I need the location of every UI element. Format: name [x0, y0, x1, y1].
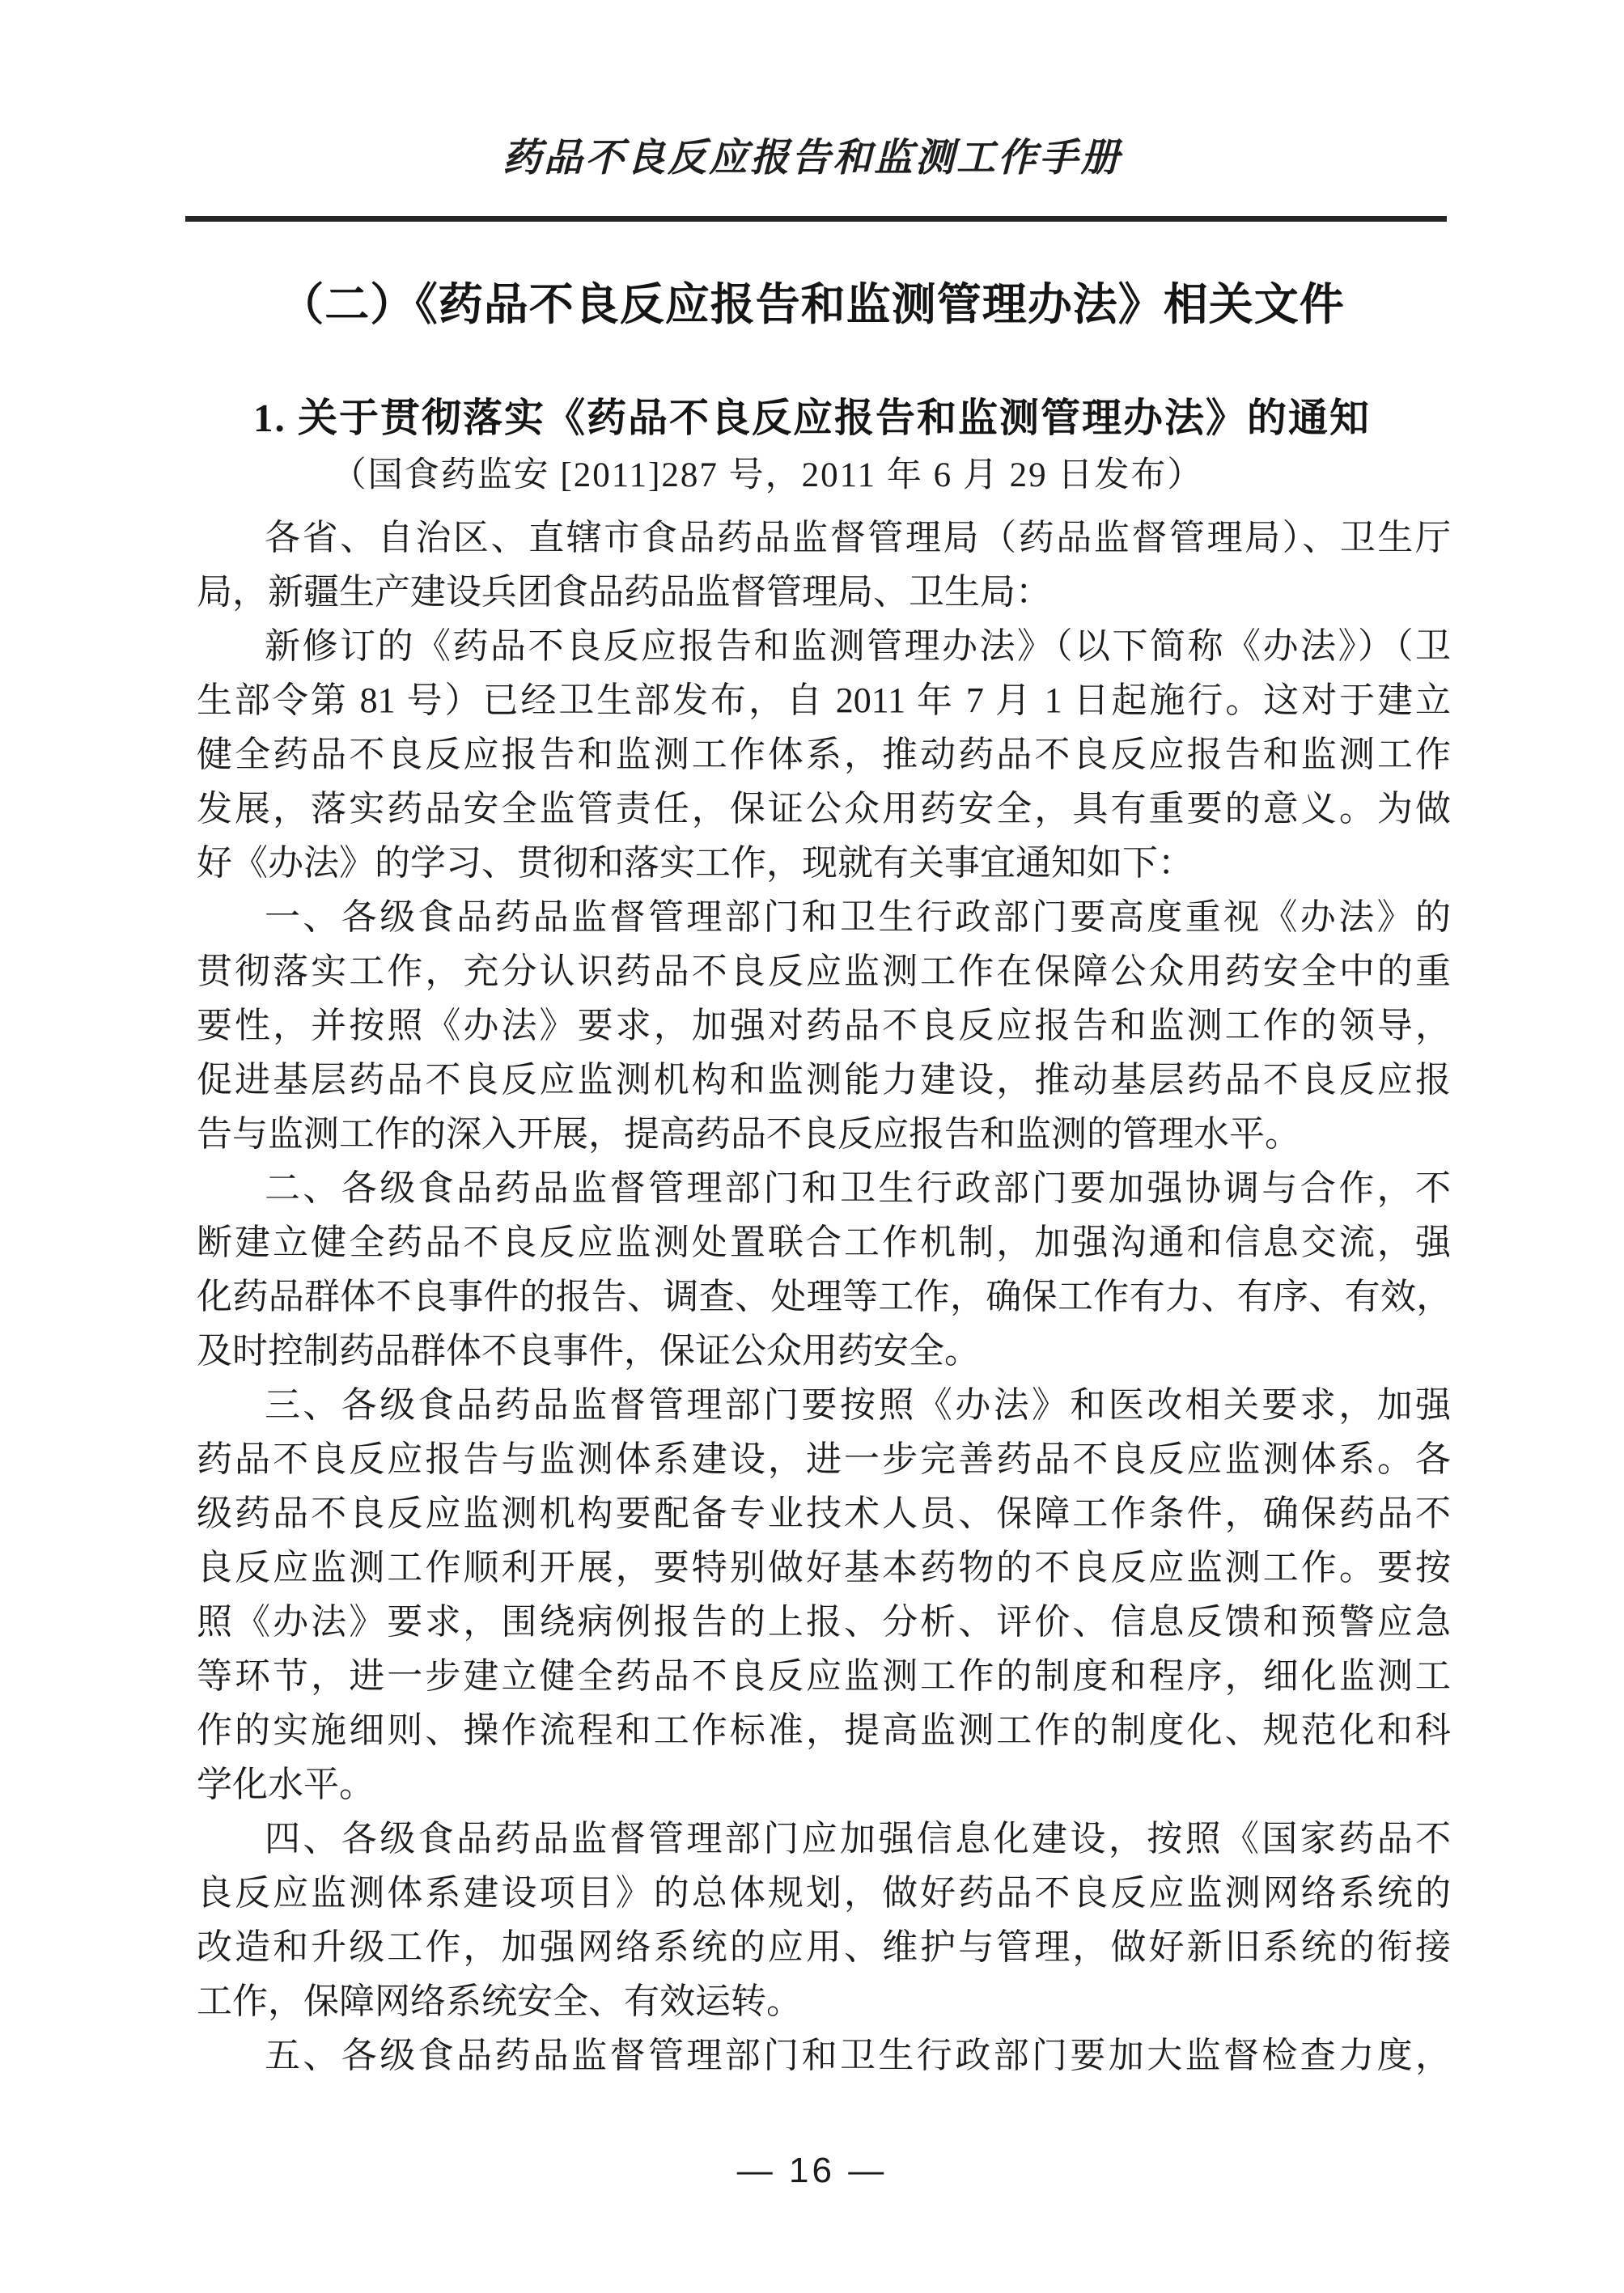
body-line: 工作，保障网络系统安全、有效运转。	[197, 1981, 802, 2021]
body-line: 新修订的《药品不良反应报告和监测管理办法》（以下简称《办法》）（卫	[265, 626, 1451, 666]
section-heading: （二）《药品不良反应报告和监测管理办法》相关文件	[279, 280, 1345, 329]
body-line: 贯彻落实工作，充分认识药品不良反应监测工作在保障公众用药安全中的重	[197, 952, 1451, 991]
body-line: 一、各级食品药品监督管理部门和卫生行政部门要高度重视《办法》的	[265, 897, 1451, 937]
body-line: 二、各级食品药品监督管理部门和卫生行政部门要加强协调与合作，不	[265, 1168, 1451, 1208]
body-line: 化药品群体不良事件的报告、调查、处理等工作，确保工作有力、有序、有效，	[197, 1277, 1451, 1316]
body-line: 要性，并按照《办法》要求，加强对药品不良反应报告和监测工作的领导，	[197, 1006, 1451, 1045]
body-line: 告与监测工作的深入开展，提高药品不良反应报告和监测的管理水平。	[197, 1114, 1300, 1154]
running-header-title: 药品不良反应报告和监测工作手册	[502, 137, 1122, 180]
body-line: 四、各级食品药品监督管理部门应加强信息化建设，按照《国家药品不	[265, 1819, 1451, 1859]
body-line: 断建立健全药品不良反应监测处置联合工作机制，加强沟通和信息交流，强	[197, 1223, 1451, 1262]
body-line: 三、各级食品药品监督管理部门要按照《办法》和医改相关要求，加强	[265, 1385, 1451, 1425]
body-line: 药品不良反应报告与监测体系建设，进一步完善药品不良反应监测体系。各	[197, 1439, 1451, 1479]
body-line: 促进基层药品不良反应监测机构和监测能力建设，推动基层药品不良反应报	[197, 1060, 1451, 1100]
body-line: 五、各级食品药品监督管理部门和卫生行政部门要加大监督检查力度，	[265, 2036, 1451, 2075]
body-line: 作的实施细则、操作流程和工作标准，提高监测工作的制度化、规范化和科	[197, 1710, 1451, 1750]
body-line: 发展，落实药品安全监管责任，保证公众用药安全，具有重要的意义。为做	[197, 789, 1451, 829]
body-line: 局，新疆生产建设兵团食品药品监督管理局、卫生局：	[197, 572, 1051, 612]
body-line: 学化水平。	[197, 1765, 375, 1804]
body-line: 及时控制药品群体不良事件，保证公众用药安全。	[197, 1331, 980, 1371]
doc-subheading: （国食药监安 [2011]287 号，2011 年 6 月 29 日发布）	[331, 456, 1204, 494]
body-line: 照《办法》要求，围绕病例报告的上报、分析、评价、信息反馈和预警应急	[197, 1602, 1451, 1642]
body-text	[197, 511, 1451, 2083]
body-line: 好《办法》的学习、贯彻和落实工作，现就有关事宜通知如下：	[197, 843, 1194, 883]
body-line: 级药品不良反应监测机构要配备专业技术人员、保障工作条件，确保药品不	[197, 1494, 1451, 1533]
body-line: 健全药品不良反应报告和监测工作体系，推动药品不良反应报告和监测工作	[197, 735, 1451, 774]
body-line: 等环节，进一步建立健全药品不良反应监测工作的制度和程序，细化监测工	[197, 1656, 1451, 1696]
header-rule	[185, 216, 1447, 222]
body-line: 良反应监测体系建设项目》的总体规划，做好药品不良反应监测网络系统的	[197, 1873, 1451, 1913]
body-line: 良反应监测工作顺利开展，要特别做好基本药物的不良反应监测工作。要按	[197, 1548, 1451, 1587]
body-line: 改造和升级工作，加强网络系统的应用、维护与管理，做好新旧系统的衔接	[197, 1927, 1451, 1967]
body-line: 生部令第 81 号）已经卫生部发布，自 2011 年 7 月 1 日起施行。这对于建立	[197, 680, 1451, 720]
page-number: — 16 —	[736, 2151, 888, 2190]
doc-heading: 1. 关于贯彻落实《药品不良反应报告和监测管理办法》的通知	[252, 396, 1371, 440]
body-line: 各省、自治区、直辖市食品药品监督管理局（药品监督管理局）、卫生厅	[265, 518, 1451, 557]
